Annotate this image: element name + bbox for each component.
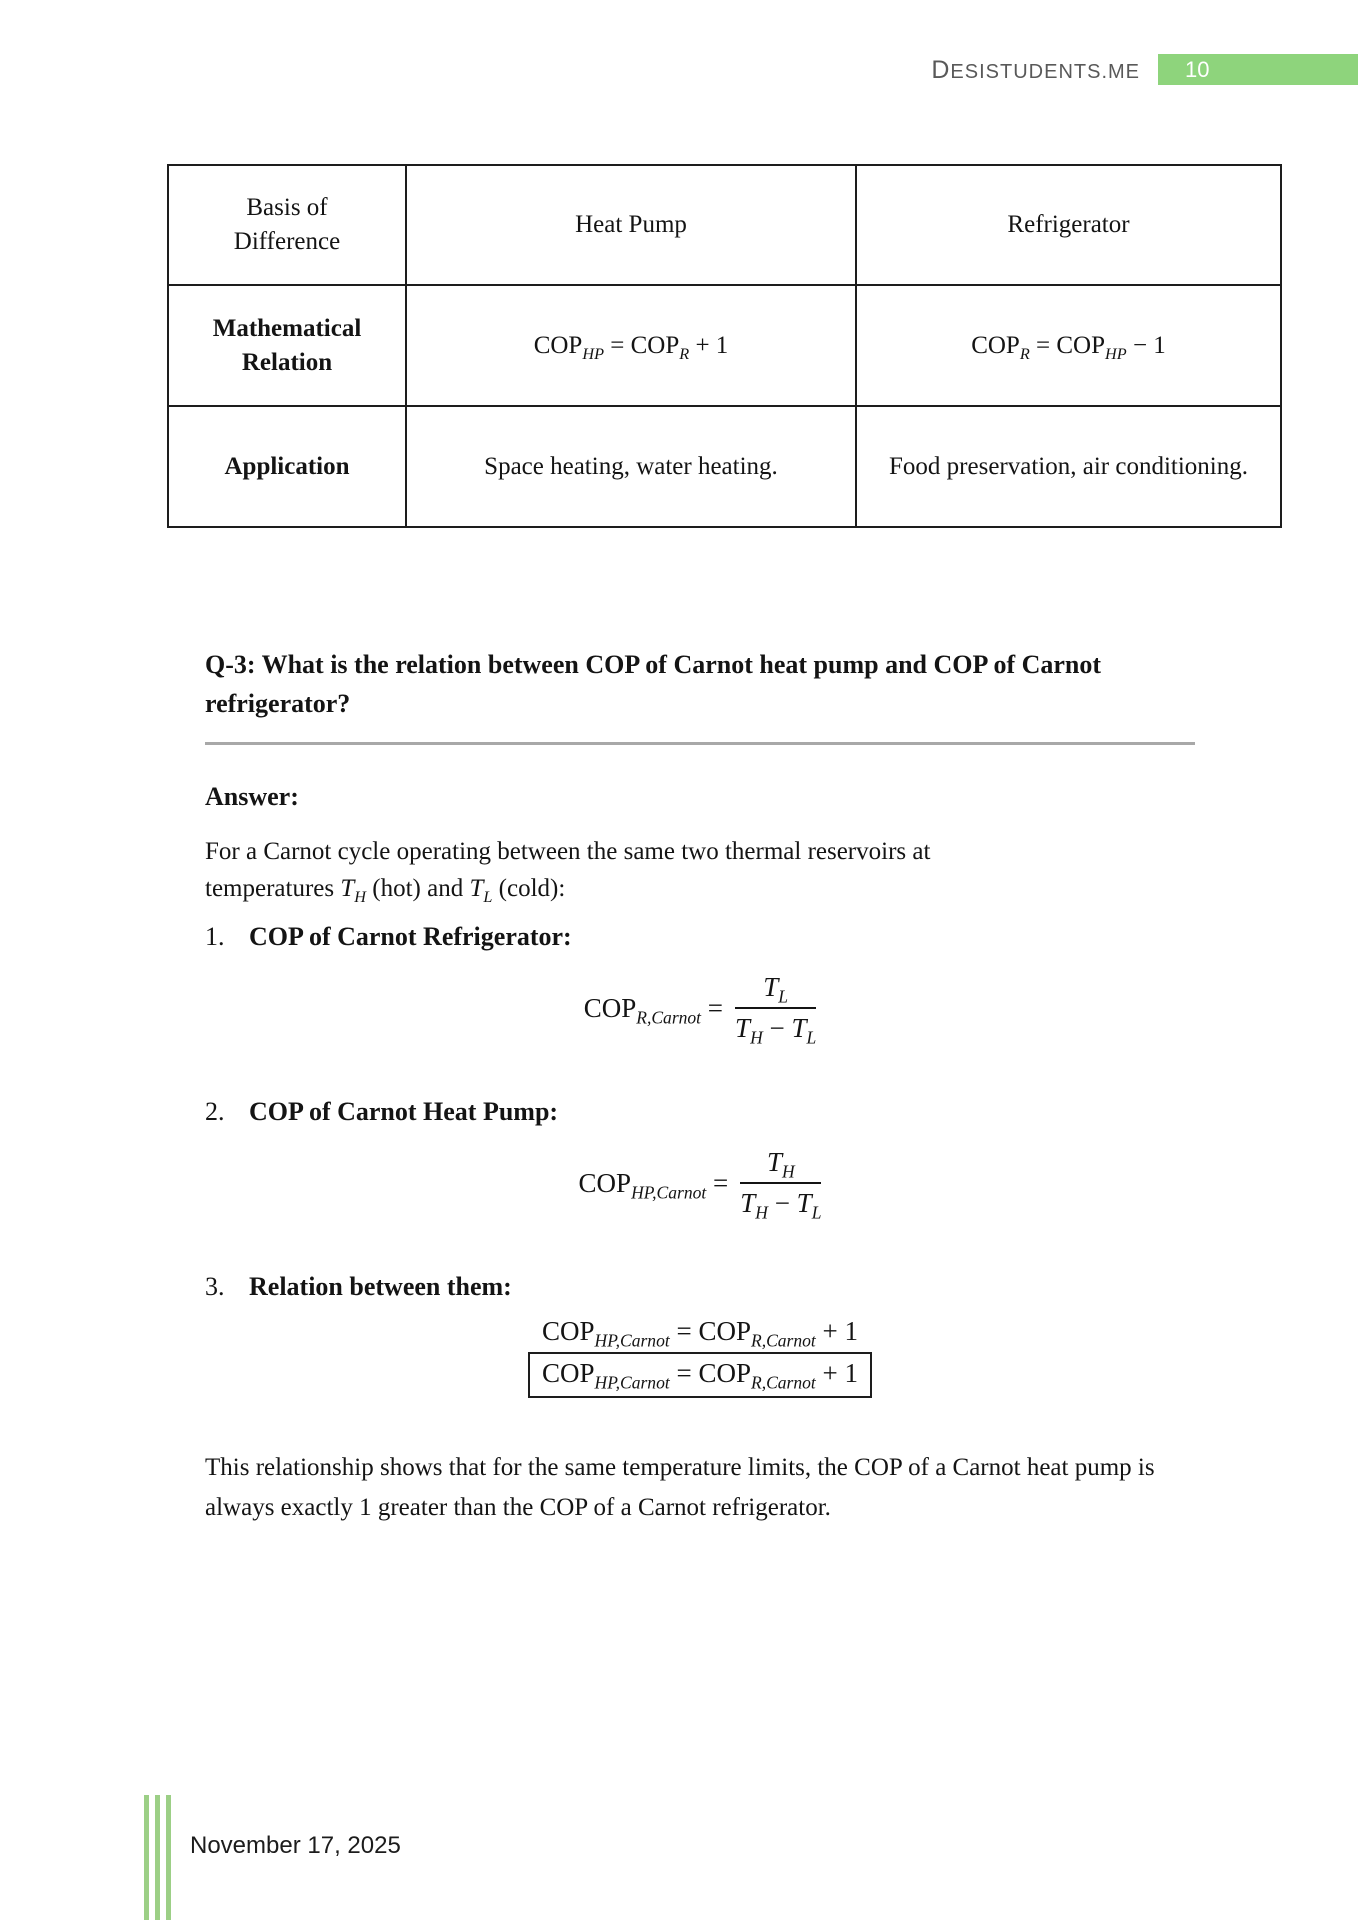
site-name: DESISTUDENTS.ME — [931, 56, 1140, 84]
formula-cop-heat-pump — [400, 1133, 1000, 1233]
green-line — [155, 1795, 160, 1920]
formula-heat-pump-fraction — [740, 1147, 822, 1223]
list-item-2-label: COP of Carnot Heat Pump: — [249, 1097, 559, 1126]
list-item-3-number: 3. — [205, 1272, 225, 1301]
list-item-3-label: Relation between them: — [249, 1272, 512, 1301]
list-item-3 — [205, 1272, 512, 1302]
row-label-mathematical-relation: Mathematical Relation — [168, 285, 406, 406]
cell-heat-pump-application: Space heating, water heating. — [406, 406, 856, 527]
formula-relation-boxed-wrap — [350, 1352, 1050, 1398]
formula-refrigerator-fraction — [735, 972, 817, 1048]
fraction-denominator: $T_H - T_L$ — [735, 1013, 817, 1048]
table-row-mathematical-relation — [168, 285, 1281, 406]
footer-decoration-lines — [144, 1795, 171, 1920]
list-item-2 — [205, 1097, 558, 1127]
page-number: 10 — [1185, 57, 1210, 82]
fraction-numerator: $T_L$ — [735, 972, 816, 1009]
table-header-refrigerator: Refrigerator — [856, 165, 1281, 285]
answer-intro: For a Carnot cycle operating between the same two thermal reservoirs at temperatures $T_H$ (hot) and $T_L$ (cold): — [205, 838, 931, 906]
cell-refrigerator-application: Food preservation, air conditioning. — [856, 406, 1281, 527]
formula-refrigerator-lhs: $COP_{R,Carnot}$ = — [583, 992, 724, 1027]
list-item-1-label: COP of Carnot Refrigerator: — [249, 922, 572, 951]
cell-heat-pump-formula: $COP_{HP} = COP_R + 1$ — [406, 285, 856, 406]
green-line — [144, 1795, 149, 1920]
green-line — [166, 1795, 171, 1920]
page-number-badge — [1158, 54, 1358, 85]
list-item-1-number: 1. — [205, 922, 225, 951]
table-header-row — [168, 165, 1281, 285]
conclusion-paragraph: This relationship shows that for the same temperature limits, the COP of a Carnot heat pump is always exactly 1 greater than the COP of a Carnot refrigerator. — [205, 1454, 1155, 1521]
section-divider — [205, 742, 1195, 745]
table-row-application — [168, 406, 1281, 527]
formula-heat-pump-lhs: $COP_{HP,Carnot}$ = — [578, 1167, 729, 1202]
list-item-1 — [205, 922, 572, 952]
cell-refrigerator-formula: $COP_R = COP_{HP} - 1$ — [856, 285, 1281, 406]
comparison-table — [167, 164, 1282, 528]
fraction-numerator: $T_H$ — [740, 1147, 821, 1184]
answer-label: Answer: — [205, 782, 299, 811]
formula-relation-boxed: $COP_{HP,Carnot} = COP_{R,Carnot} + 1$ — [528, 1352, 872, 1398]
row-label-application: Application — [168, 406, 406, 527]
table-header-basis: Basis of Difference — [168, 165, 406, 285]
table-header-heat-pump: Heat Pump — [406, 165, 856, 285]
formula-cop-refrigerator — [400, 958, 1000, 1058]
fraction-denominator: $T_H - T_L$ — [740, 1188, 822, 1223]
question-heading: Q-3: What is the relation between COP of Carnot heat pump and COP of Carnot refrigerator? — [205, 650, 1102, 718]
footer-date: November 17, 2025 — [190, 1832, 401, 1859]
formula-relation: $COP_{HP,Carnot} = COP_{R,Carnot} + 1$ — [542, 1316, 858, 1351]
list-item-2-number: 2. — [205, 1097, 225, 1126]
